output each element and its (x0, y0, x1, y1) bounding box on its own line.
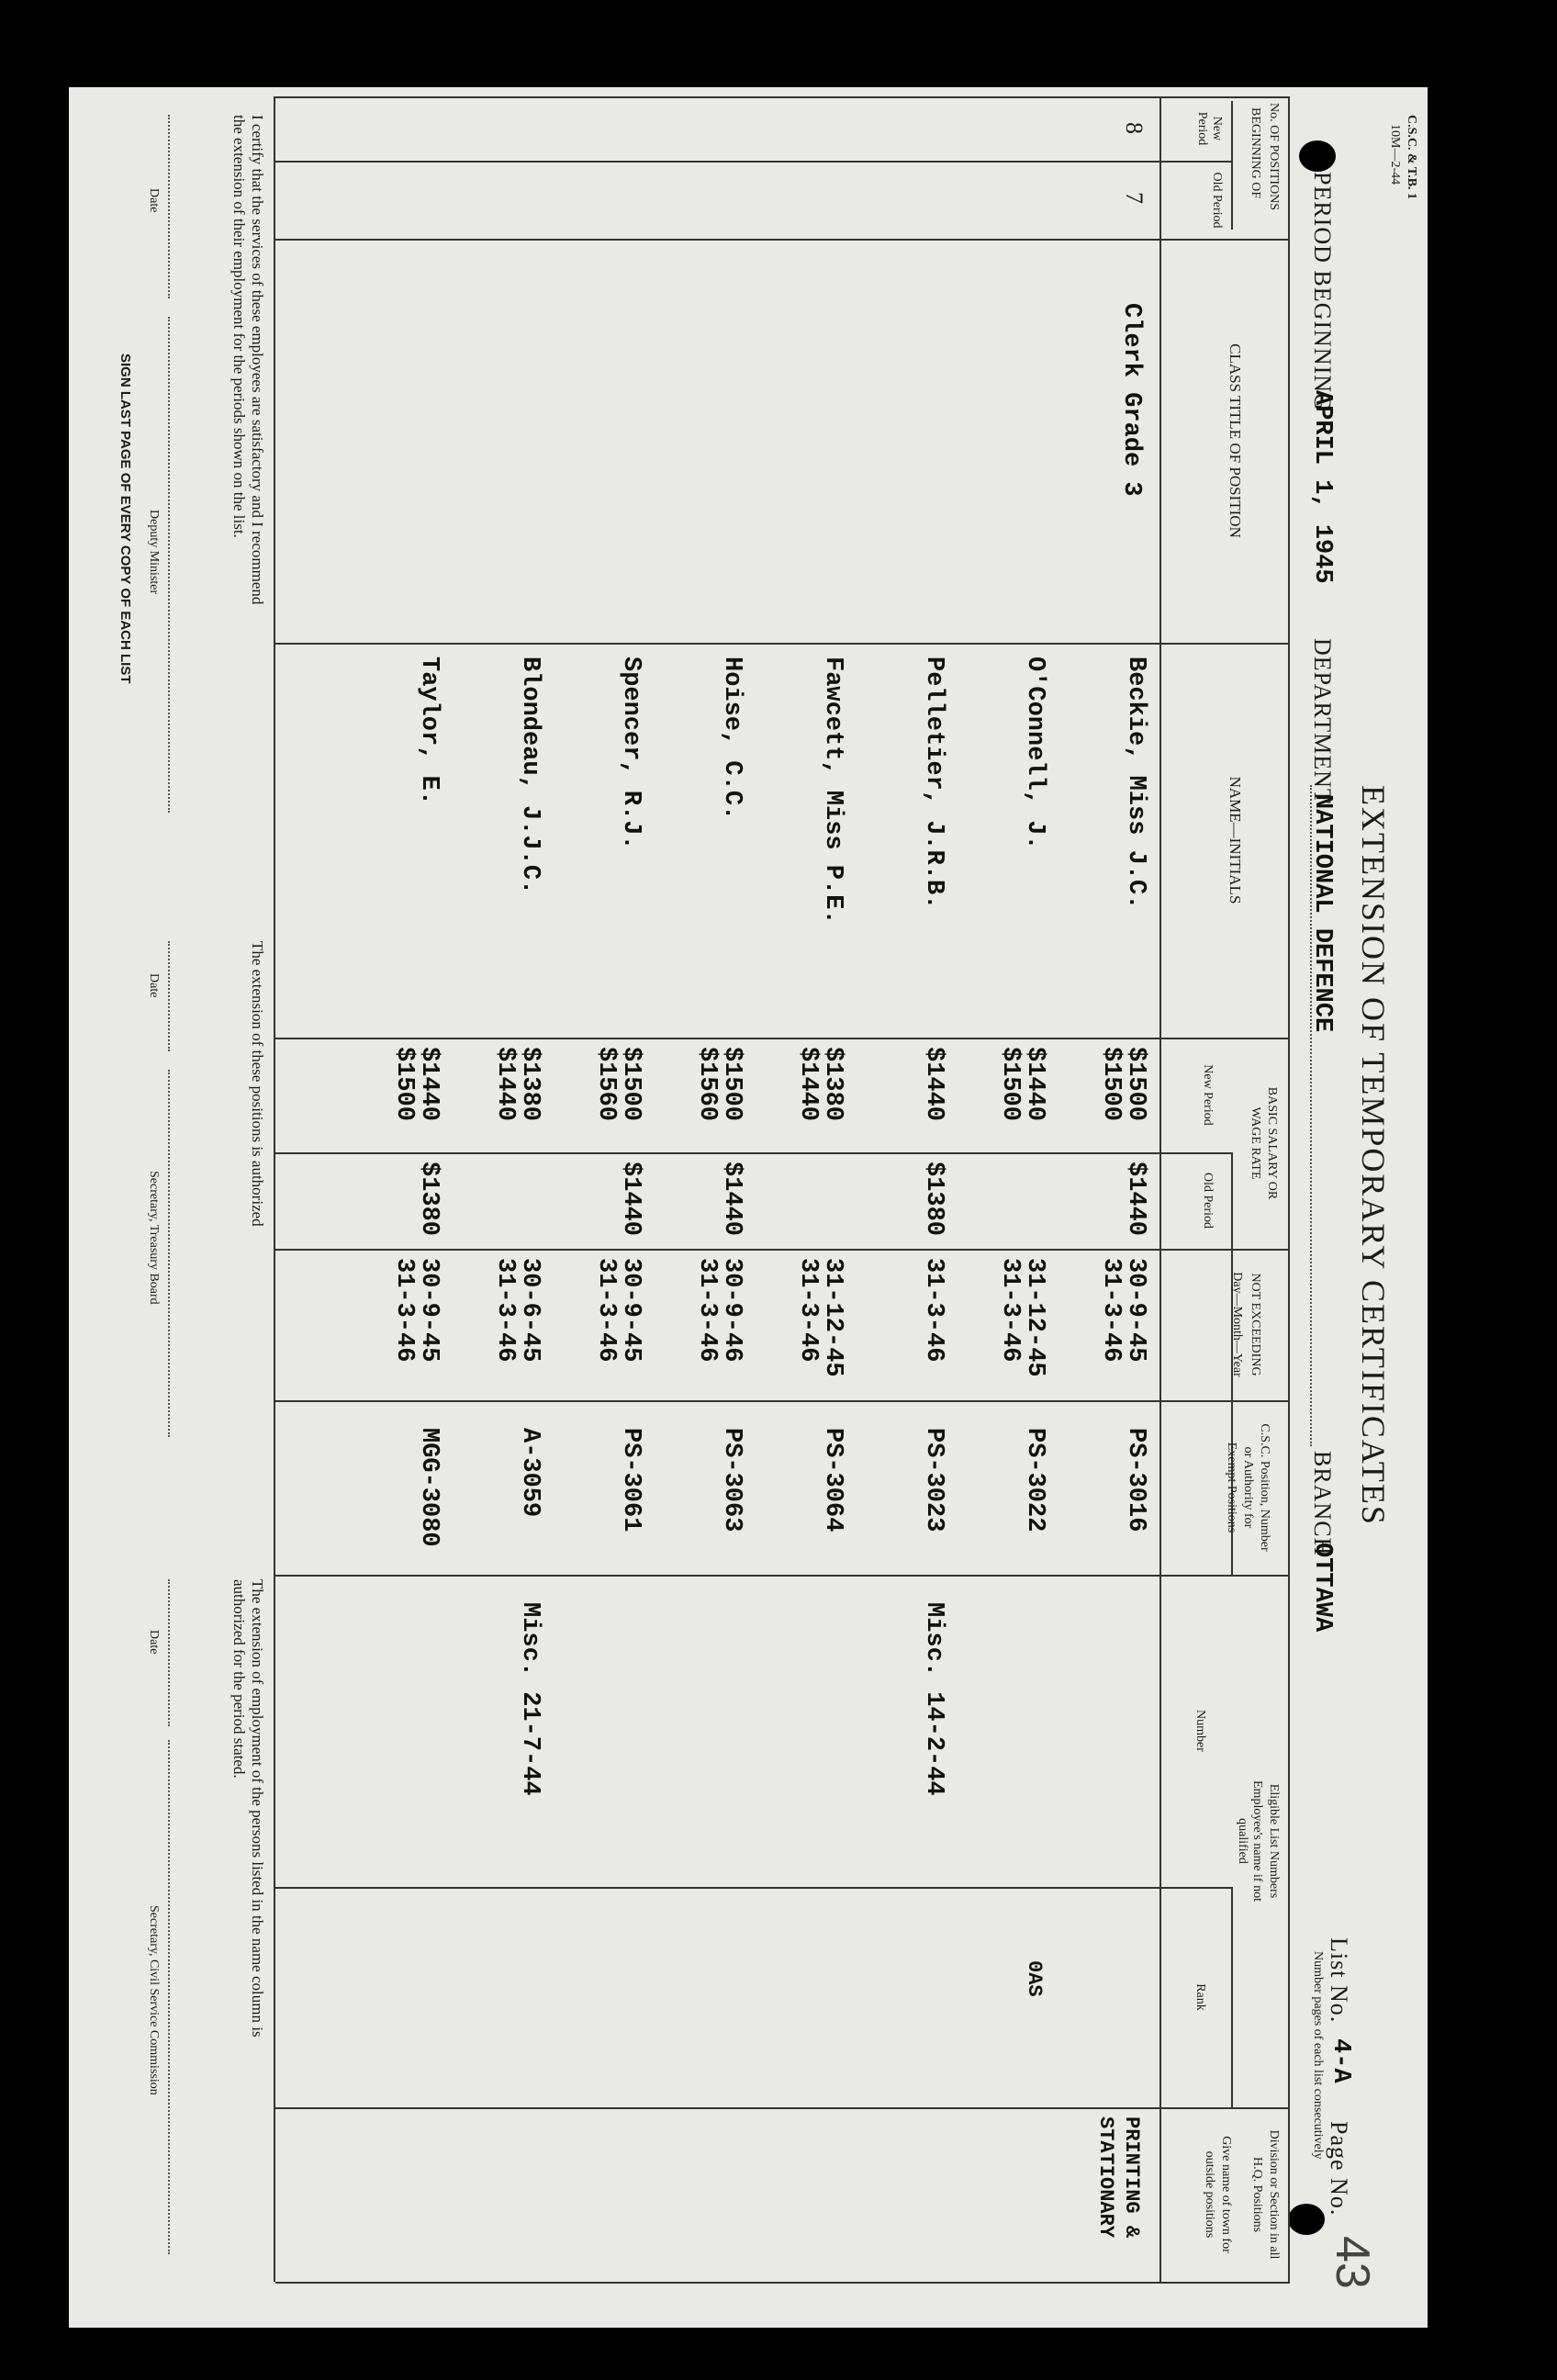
form-title: EXTENSION OF TEMPORARY CERTIFICATES (1355, 785, 1392, 1526)
cell-date: 30-9-46 31-3-46 (693, 1258, 745, 1363)
period-label: PERIOD BEGINNING (1309, 172, 1336, 411)
positions-header: No. OF POSITIONS (1267, 103, 1281, 211)
cell-new-salary: $1500 $1560 (592, 1047, 644, 1122)
cell-name: Spencer, R.J. (617, 657, 644, 850)
class-title-header: CLASS TITLE OF POSITION (1227, 343, 1244, 538)
cell-csc: PS-3023 (920, 1428, 947, 1532)
number-header: Number (1193, 1710, 1207, 1752)
cell-csc: A-3059 (516, 1428, 543, 1518)
salary-header-2: WAGE RATE (1249, 1106, 1262, 1180)
cell-new-salary: $1440 $1500 (996, 1047, 1048, 1122)
date-label-1: Date (147, 188, 161, 213)
cell-name: O'Connell, J. (1021, 657, 1048, 850)
cell-name: Beckie, Miss J.C. (1122, 657, 1149, 910)
cell-old-salary: $1440 (1122, 1162, 1149, 1237)
old-period-header: Old Period (1210, 172, 1224, 229)
cell-new-salary: $1440 (920, 1047, 947, 1122)
cell-old-salary: $1440 (718, 1162, 745, 1237)
certify-text: I certify that the services of these employees are satisfactory and I recommend (249, 115, 266, 605)
date-label-3: Date (147, 1630, 161, 1655)
secretary-treasury-label: Secretary, Treasury Board (147, 1171, 161, 1305)
old-positions: 7 (1121, 192, 1148, 204)
list-label: List No. (1326, 1937, 1352, 2024)
deputy-minister-label: Deputy Minister (147, 510, 161, 595)
cell-new-salary: $1380 $1440 (794, 1047, 846, 1122)
cell-csc: PS-3022 (1021, 1428, 1048, 1532)
cell-new-salary: $1500 $1500 (1097, 1047, 1149, 1122)
number-note: Number pages of each list consecutively (1311, 1951, 1325, 2160)
cell-csc: PS-3016 (1122, 1428, 1149, 1532)
authorized-text: The extension of these positions is authorized (249, 941, 266, 1227)
cell-date: 30-9-45 31-3-46 (592, 1258, 644, 1363)
employment-text: The extension of employment of the persons listed in the name column is (249, 1579, 266, 2038)
division-header-4: outside positions (1203, 2150, 1216, 2239)
page-label: Page No. (1326, 2121, 1352, 2217)
cell-old-salary: $1440 (617, 1162, 644, 1237)
new-positions: 8 (1121, 122, 1148, 134)
cell-date: 30-6-45 31-3-46 (491, 1258, 543, 1363)
division-header-3: Give name of town for (1219, 2136, 1233, 2253)
rank-header: Rank (1193, 1983, 1207, 2011)
cell-old-salary: $1380 (920, 1162, 947, 1237)
cell-csc: PS-3061 (617, 1428, 644, 1532)
positions-header-2: BEGINNING OF (1249, 107, 1262, 199)
cell-date: 31-12-45 31-3-46 (794, 1258, 846, 1377)
certify-text-2: the extension of their employment for the periods shown on the list. (230, 115, 248, 538)
department-label: DEPARTMENT (1309, 638, 1336, 804)
class-title: Clerk Grade 3 (1117, 303, 1145, 497)
division-value: PRINTING & (1120, 2116, 1143, 2239)
cell-new-salary: $1380 $1440 (491, 1047, 543, 1122)
page-value: 43 (1326, 2236, 1379, 2289)
csc-header: C.S.C. Position, Number (1258, 1423, 1271, 1552)
cell-csc: PS-3064 (819, 1428, 846, 1532)
division-header-2: H.Q. Positions (1250, 2156, 1264, 2233)
csc-header-3: Exempt Positions (1225, 1442, 1238, 1533)
period-value: APRIL 1, 1945 (1308, 390, 1336, 584)
employment-text-2: authorized for the period stated. (230, 1579, 248, 1779)
eligible-header-2: Employee's name if not (1250, 1780, 1264, 1902)
eligible-header-3: qualified (1236, 1818, 1249, 1864)
division-value-2: STATIONARY (1094, 2116, 1117, 2239)
division-header: Division or Section in all (1267, 2129, 1281, 2260)
csc-header-2: or Authority for (1241, 1446, 1255, 1529)
cell-date: 30-9-45 31-3-46 (390, 1258, 442, 1363)
cell-eligible-rank: 0AS (1023, 1960, 1046, 1997)
sign-last-page-note: SIGN LAST PAGE OF EVERY COPY OF EACH LIST (118, 354, 133, 684)
form-code-2: 10M—2-44 (1388, 124, 1402, 185)
secretary-csc-label: Secretary, Civil Service Commission (147, 1905, 161, 2095)
cell-new-salary: $1500 $1560 (693, 1047, 745, 1122)
form-code: C.S.C. & T.B. 1 (1405, 115, 1418, 200)
salary-new-header: New Period (1201, 1064, 1215, 1126)
cell-csc: MGG-3080 (415, 1428, 442, 1547)
punch-hole (1299, 140, 1336, 172)
cell-date: 30-9-45 31-3-46 (1097, 1258, 1149, 1363)
cell-eligible-number: Misc. 14-2-44 (920, 1602, 947, 1796)
new-period-header: New Period (1195, 111, 1224, 146)
cell-date: 31-12-45 31-3-46 (996, 1258, 1048, 1377)
cell-date: 31-3-46 (920, 1258, 947, 1363)
name-header: NAME—INITIALS (1227, 776, 1244, 904)
salary-old-header: Old Period (1201, 1172, 1215, 1229)
cell-name: Pelletier, J.R.B. (920, 657, 947, 910)
punch-hole-2 (1288, 2204, 1325, 2235)
not-exceeding-header-2: Day—Month—Year (1230, 1272, 1244, 1377)
eligible-header: Eligible List Numbers (1267, 1783, 1281, 1899)
cell-name: Blondeau, J.J.C. (516, 657, 543, 895)
branch-label: BRANCH (1309, 1451, 1336, 1556)
cell-name: Taylor, E. (415, 657, 442, 806)
cell-eligible-number: Misc. 21-7-44 (516, 1602, 543, 1796)
extension-form (69, 87, 1428, 2328)
department-value: NATIONAL DEFENCE (1308, 794, 1336, 1033)
cell-name: Hoise, C.C. (718, 657, 745, 821)
cell-name: Fawcett, Miss P.E. (819, 657, 846, 925)
date-label-2: Date (147, 973, 161, 998)
salary-header: BASIC SALARY OR (1265, 1086, 1279, 1200)
cell-csc: PS-3063 (718, 1428, 745, 1532)
cell-old-salary: $1380 (415, 1162, 442, 1237)
cell-new-salary: $1440 $1500 (390, 1047, 442, 1122)
branch-value: OTTAWA (1308, 1543, 1336, 1633)
not-exceeding-header: NOT EXCEEDING (1249, 1273, 1262, 1376)
list-value: 4-A (1327, 2038, 1354, 2083)
